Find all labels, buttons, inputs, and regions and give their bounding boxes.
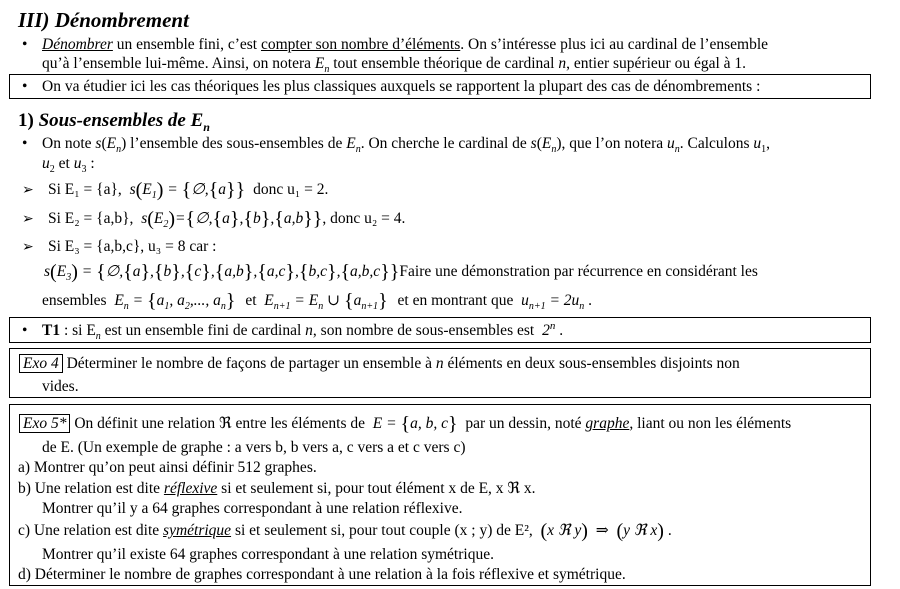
case-3 [22,238,217,256]
exo5-c1a: c) Une relation est dite [18,522,164,539]
case-3-line-2 [44,261,758,284]
exo5-question-c-2: Montrer qu’il existe 64 graphes correspondant à une relation symétrique. [42,546,494,563]
exo5-question-a: a) Montrer qu’on peut ainsi définir 512 graphes. [18,459,317,476]
section-title: III) Dénombrement [18,8,189,32]
en-symbol: $E_n$ [314,55,330,76]
set-e-formula: E = {a, b, c} [368,413,458,435]
sub-intro-line2: et [54,155,74,172]
exo4-line-2: vides. [42,378,79,395]
intro-underlined: compter son nombre d’éléments [260,36,461,53]
intro-line-2 [42,55,747,76]
exo5-l1b: par un dessin, noté [465,415,586,432]
sub-intro-d: , que l’on notera [561,135,667,152]
theorem-text-1: : si E [60,322,96,339]
exo4-text: Déterminer le nombre de façons de partager un ensemble à [66,355,436,372]
subsection-title: 1) Sous-ensembles de $E_n$ [18,110,210,134]
exo4-line-1: Exo 4 Déterminer le nombre de façons de partager un ensemble à n éléments en deux sous-ensembles disjoints non [19,354,740,373]
exo5-question-b-2: Montrer qu’il y a 64 graphes correspondant à une relation réflexive. [42,500,463,517]
exo5-b1c: si et seulement si, pour tout élément x de E, x ℜ x. [217,480,536,497]
sub-intro-e: . Calculons [679,135,754,152]
en1-definition: $E_{n+1} = E_n$ ∪ $\{a_{n+1}\}$ [260,290,388,313]
theorem-text-2: est un ensemble fini de cardinal [100,322,306,339]
exo5-b1a: b) Une relation est dite [18,480,164,497]
exo5-c1c: si et seulement si, pour tout couple (x ; y) de E², [231,522,533,539]
case-3-tail: Faire une démonstration par récurrence en considérant les [399,263,758,280]
theorem-label: T1 [42,322,61,339]
intro-paragraph [42,36,768,54]
symmetry-formula: (x ℜ y) ⇒ (y ℜ x) [540,520,664,542]
case-2-text: Si E₂ = {a,b}, [48,210,134,227]
sub-intro-b: l’ensemble des sous-ensembles de [126,135,347,152]
sub-intro-a: On note [42,135,96,152]
exo5-l1a: On définit une relation ℜ entre les éléments de [74,415,366,432]
case-3-line3b: et [245,292,257,309]
exo4-text-2: éléments en deux sous-ensembles disjoints non [443,355,740,372]
theorem-text-3: , son nombre de sous-ensembles est [312,322,539,339]
reflexive-term: réflexive [163,480,218,497]
exo5-line-2: de E. (Un exemple de graphe : a vers b, b vers a, c vers a et c vers c) [42,439,466,456]
exo5-label: Exo 5* [19,414,70,433]
sub-intro: • On note $s(E_n)$ l’ensemble des sous-ensembles de $E_n$. On cherche le cardinal de $s(E_n)$, que l’on notera $u_n$. Calculons $u_1$, [42,135,770,153]
intro-line2a: qu’à l’ensemble lui-même. Ainsi, on notera [42,55,315,72]
sub-intro-colon: : [86,155,95,172]
case-3-line3a: ensembles [42,292,107,309]
intro-line2c: , entier supérieur ou égal à 1. [566,55,747,72]
arrow-bullet-icon: ➢ [22,239,34,255]
arrow-bullet-icon: ➢ [22,211,34,227]
case-3-text: Si E₃ = {a,b,c}, u₃ = 8 car : [48,238,217,255]
exo5-l1d: , liant ou non les éléments [629,415,792,432]
intro-text-2: . On s’intéresse plus ici au cardinal de l’ensemble [460,36,769,53]
case-3-line3c: et en montrant que [397,292,514,309]
exo5-question-c: c) Une relation est dite symétrique si et seulement si, pour tout couple (x ; y) de E², (x ℜ y) ⇒ (y ℜ x) . [18,520,672,542]
exo5-question-d: d) Déterminer le nombre de graphes correspondant à une relation à la fois réflexive et symétrique. [18,566,626,583]
n-symbol: n [558,55,567,72]
case-1-formula: $s(E_1)$ = {∅,{a}} [125,179,246,202]
intro-line2b: tout ensemble théorique de cardinal [329,55,559,72]
en-definition: $E_n = \{a_1$, $a_2$,..., $a_n$} [110,290,236,313]
case-3-line-3: ensembles $E_n = \{a_1$, $a_2$,..., $a_n$} et $E_{n+1} = E_n$ ∪ $\{a_{n+1}\}$ et en montrant que $u_{n+1} = 2u_n$ . [42,290,593,313]
case-2-formula: $s(E_2)=\{\emptyset,\{a\},\{b\},\{a,b\}\}$ [137,208,323,231]
case-1-tail: donc u₁ = 2. [253,181,329,198]
exo5-line-1 [19,414,791,433]
intro-text-1: un ensemble fini, c’est [112,36,261,53]
case-2-tail: , donc u₂ = 4. [322,210,406,227]
denombrer-term: Dénombrer [42,36,113,53]
subsection-number: 1) [18,110,39,131]
case-1-text: Si E₁ = {a}, [48,181,122,198]
arrow-bullet-icon: ➢ [22,182,34,198]
exo5-question-b [18,480,536,498]
sub-intro-c: . On cherche le cardinal de [360,135,531,152]
exo4-label: Exo 4 [19,354,63,373]
recurrence-formula: $u_{n+1} = 2u_n$ [517,292,585,313]
case-1 [22,179,329,202]
symetrique-term: symétrique [163,522,232,539]
case-2 [22,208,406,231]
case-3-formula: $s(E_3)$ = {∅,{a},{b},{c},{a,b},{a,c},{b,c},{a,b,c}} [44,261,400,284]
theorem-text: • T1 : si E $_n$ est un ensemble fini de cardinal n, son nombre de sous-ensembles est 2$^n$ . [42,322,563,340]
graphe-term: graphe [585,415,630,432]
study-text: • On va étudier ici les cas théoriques les plus classiques auxquels se rapportent la plupart des cas de dénombrements : [42,78,760,96]
sub-intro-line-2: $u_2$ et $u_3$ : [42,155,95,176]
